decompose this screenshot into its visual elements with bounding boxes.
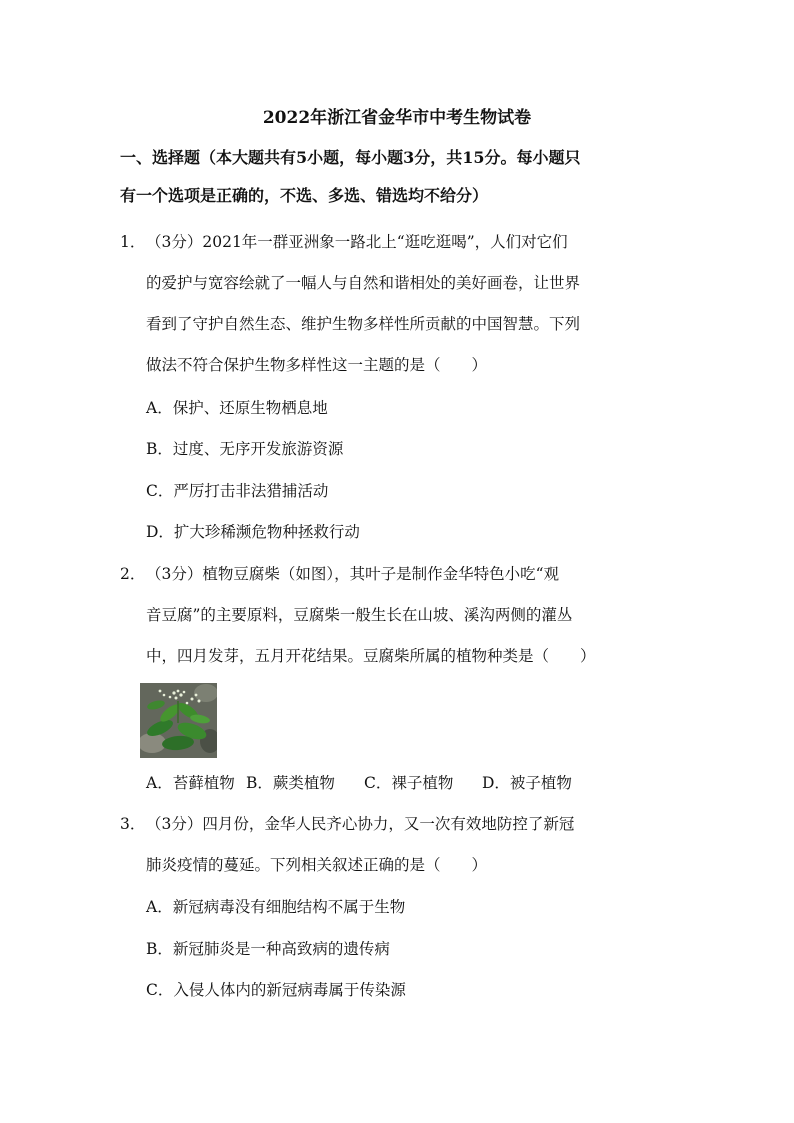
section-heading: [120, 140, 680, 214]
option-d[interactable]: D．扩大珍稀濒危物种拯救行动: [146, 523, 360, 541]
option-c[interactable]: C．入侵人体内的新冠病毒属于传染源: [146, 981, 406, 999]
question-text-line: （3分）2021年一群亚洲象一路北上“逛吃逛喝”，人们对它们: [146, 233, 568, 251]
plant-photo: [140, 683, 217, 758]
option-a[interactable]: A．保护、还原生物栖息地: [146, 399, 328, 417]
question-text-line: 的爱护与宽容绘就了一幅人与自然和谐相处的美好画卷，让世界: [146, 274, 581, 292]
question-number: 2．: [120, 565, 146, 583]
question-1: [120, 222, 680, 386]
page-title: 2022年浙江省金华市中考生物试卷: [262, 108, 532, 128]
option-b[interactable]: B．蕨类植物: [246, 774, 335, 792]
question-text-line: 做法不符合保护生物多样性这一主题的是（ ）: [146, 356, 488, 374]
question-text-line: 中，四月发芽，五月开花结果。豆腐柴所属的植物种类是（ ）: [146, 647, 596, 665]
option-b[interactable]: B．过度、无序开发旅游资源: [146, 440, 344, 458]
question-number: 3．: [120, 815, 146, 833]
option-a[interactable]: A．新冠病毒没有细胞结构不属于生物: [146, 898, 406, 916]
question-text-line: 音豆腐”的主要原料，豆腐柴一般生长在山坡、溪沟两侧的灌丛: [146, 606, 573, 624]
options-row: [146, 772, 572, 794]
option-d[interactable]: D．被子植物: [482, 774, 572, 792]
question-2: [120, 554, 680, 677]
question-text-line: （3分）四月份，金华人民齐心协力，又一次有效地防控了新冠: [146, 815, 575, 833]
plant-image: [140, 683, 217, 758]
question-3: [120, 804, 680, 886]
option-b[interactable]: B．新冠肺炎是一种高致病的遗传病: [146, 940, 390, 958]
option-c[interactable]: C．裸子植物: [364, 774, 454, 792]
question-text-line: 肺炎疫情的蔓延。下列相关叙述正确的是（ ）: [146, 856, 488, 874]
question-text-line: 看到了守护自然生态、维护生物多样性所贡献的中国智慧。下列: [146, 315, 581, 333]
option-a[interactable]: A．苔藓植物: [146, 774, 235, 792]
section-heading-line: 一、选择题（本大题共有5小题，每小题3分，共15分。每小题只: [120, 148, 581, 167]
section-heading-line: 有一个选项是正确的，不选、多选、错选均不给分）: [120, 186, 489, 205]
question-text-line: （3分）植物豆腐柴（如图），其叶子是制作金华特色小吃“观: [146, 565, 560, 583]
question-number: 1．: [120, 233, 146, 251]
option-c[interactable]: C．严厉打击非法猎捕活动: [146, 482, 329, 500]
